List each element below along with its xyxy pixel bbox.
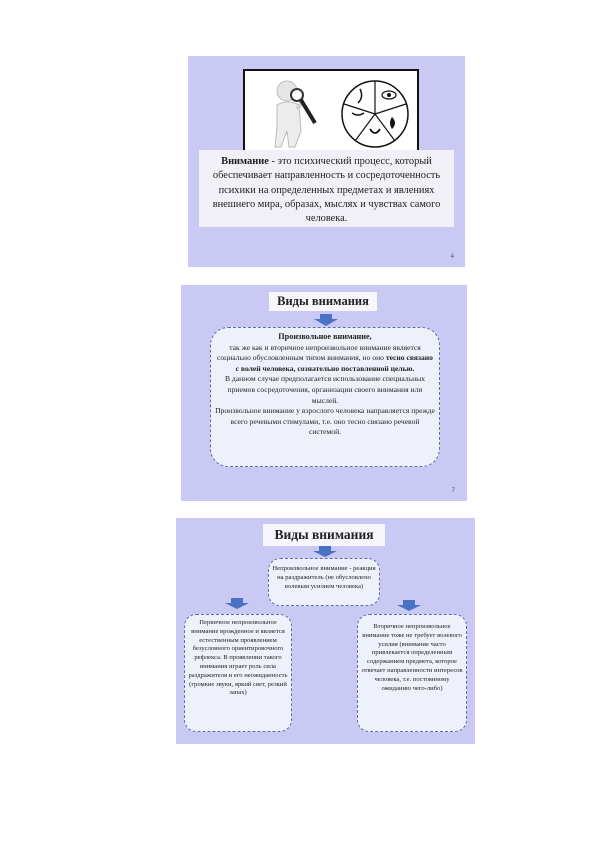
- illustration: [243, 69, 419, 152]
- box-paragraph-2: В данном случае предполагается использование специальных приемов сосредоточения, организации своего внимания или мыслей.: [224, 374, 426, 405]
- voluntary-attention-box: [210, 327, 440, 467]
- box-paragraph-3: Произвольное внимание у взрослого человека направляется прежде всего речевыми стимулами, т.е. оно тесно связано речевой системой.: [215, 406, 435, 437]
- box-lead: Произвольное внимание,: [278, 332, 372, 341]
- slide-involuntary-attention: [176, 518, 475, 744]
- box-paragraph-1: [215, 343, 435, 375]
- thinking-figure-with-magnifier-icon: [269, 79, 319, 149]
- definition-text: - это психический процесс, который обеспечивает направленность и сосредоточенность психики на определенных предметах и явлениях внешнего мира, образах, мыслях и чувствах самого человека.: [212, 156, 441, 225]
- definition-box: [199, 150, 454, 227]
- primary-involuntary-box: Первичное непроизвольное внимание врожденное и является естественным проявлением безусловного ориентировочного рефлекса. В проявлении такого внимания играет роль сила раздражителя и его неожиданность (громкие звуки, яркий свет, резкий запах): [184, 614, 292, 732]
- slide-definition: [188, 56, 465, 267]
- down-arrow-icon: [396, 600, 422, 612]
- secondary-involuntary-box: Вторичное непроизвольное внимание тоже не требует волевого усилия (внимание часто привлекается определенным содержанием предмета, которое отвечает направленности интересов человека, т.е. постоянному ожиданию чего-либо): [357, 614, 467, 732]
- five-senses-wheel-icon: [340, 79, 410, 149]
- slide-number: 7: [451, 488, 455, 494]
- box-emphasis: тесно связано с волей человека, сознательно поставленной целью.: [235, 353, 433, 373]
- box-text-1: так же как и вторичное непроизвольное внимание является социально обусловленным типом внимания, но оно: [217, 342, 421, 363]
- down-arrow-icon: [312, 546, 338, 558]
- slide-voluntary-attention: [181, 285, 467, 501]
- slide-title: Виды внимания: [263, 524, 385, 546]
- down-arrow-icon: [224, 598, 250, 610]
- down-arrow-icon: [313, 314, 339, 327]
- slide-title: Виды внимания: [269, 292, 377, 311]
- slide-number: 4: [450, 254, 454, 260]
- definition-term: Внимание: [221, 156, 269, 167]
- involuntary-attention-box: Непроизвольное внимание - реакция на раздражитель (не обусловлено волевым усилием человека): [268, 558, 380, 606]
